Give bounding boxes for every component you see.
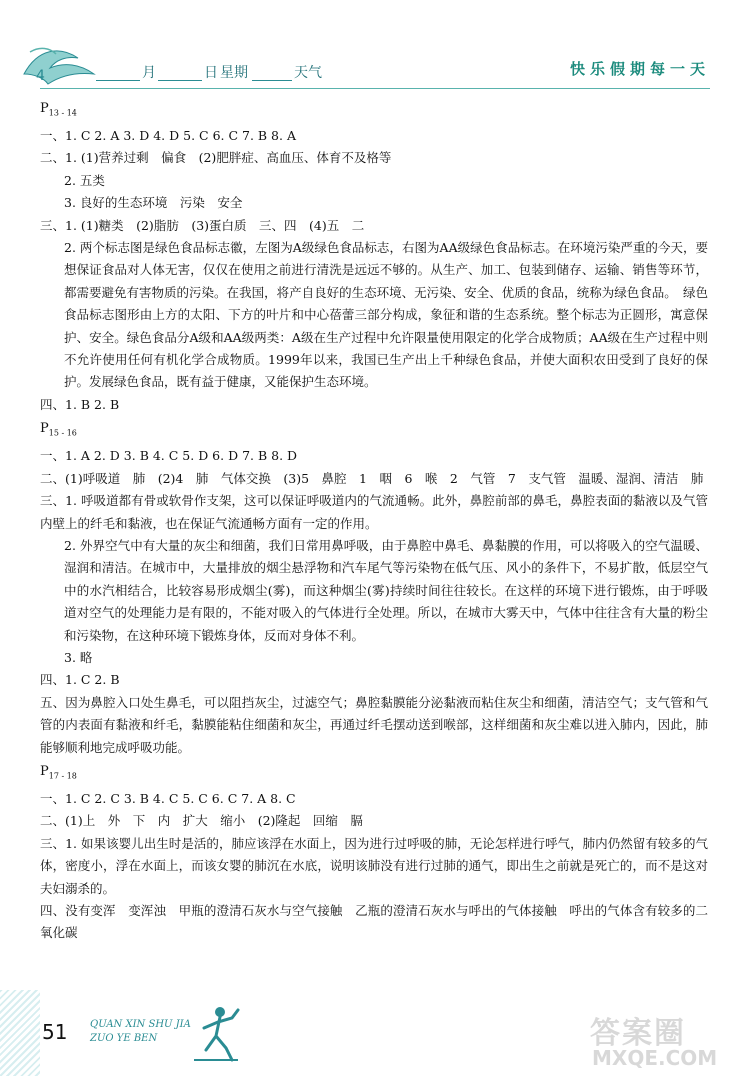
- footer-pattern: [0, 990, 40, 1076]
- answer-paragraph: 四、没有变浑 变浑浊 甲瓶的澄清石灰水与空气接触 乙瓶的澄清石灰水与呼出的气体接触 呼出的气体含有较多的二氧化碳: [40, 903, 708, 941]
- answer-paragraph: 2. 外界空气中有大量的灰尘和细菌，我们日常用鼻呼吸，由于鼻腔中鼻毛、鼻黏膜的作用，可以将吸入的空气温暖、湿润和清洁。在城市中，大量排放的烟尘悬浮物和汽车尾气等污染物在低气压、风小的条件下，不易扩散，低层空气中的水汽相结合，比较容易形成烟尘(雾)，而这种烟尘(雾)持续时间往往较长。在这样的环境下进行锻炼，由于呼吸道对空气的处理能力是有限的，不能对吸入的气体进行全处理。所以，在城市大雾天中，气体中往往含有大量的粉尘和污染物，在这种环境下锻炼身体，反而对身体不利。: [64, 537, 708, 643]
- answer-paragraph: 2. 两个标志图是绿色食品标志徽，左图为A级绿色食品标志，右图为AA级绿色食品标志。在环境污染严重的今天，要想保证食品对人体无害，仅仅在使用之前进行清洗是远远不够的。从生产、加工、包装到储存、运输、销售等环节，都需要避免有害物质的污染。在我国，将产自良好的生态环境、无污染、安全、优质的食品，统称为绿色食品。 绿色食品标志图形由上方的太阳、下方的叶片和中心蓓蕾三部分构成，象征和谐的生态系统。整个标志为正圆形，寓意保护、安全。绿色食品分A级和AA级两类：A级在生产过程中允许限量使用限定的化学合成物质；AA级在生产过程中则不允许使用任何有机化学合成物质。1999年以来，我国已生产出上千种绿色食品，并使大面积农田受到了良好的保护。发展绿色食品，既有益于健康，又能保护生态环境。: [64, 240, 708, 390]
- answer-line: 二、(1)呼吸道 肺 (2)4 肺 气体交换 (3)5 鼻腔 1 咽 6 喉 2 气管 7 支气管 温暖、湿润、清洁 肺: [40, 470, 704, 486]
- bird-logo-icon: [20, 44, 98, 86]
- answer-line: 一、1. C 2. A 3. D 4. D 5. C 6. C 7. B 8. A: [40, 128, 296, 143]
- answer-line: 二、1. (1)营养过剩 偏食 (2)肥胖症、高血压、体育不及格等: [40, 150, 392, 166]
- answer-line: 四、1. C 2. B: [40, 672, 120, 688]
- answer-paragraph: 三、1. 如果该婴儿出生时是活的，肺应该浮在水面上，因为进行过呼吸的肺，无论怎样进行呼气，肺内仍然留有较多的气体，密度小，浮在水面上，而该女婴的肺沉在水底，说明该肺没有进行过肺的通气，即出生之前就是死亡的，而不是这对夫妇溺杀的。: [40, 835, 708, 896]
- watermark: 答案圈 MXQE.COM: [590, 1016, 718, 1070]
- answer-line: 三、1. (1)糖类 (2)脂肪 (3)蛋白质 三、四 (4)五 二: [40, 217, 365, 233]
- header-divider: [40, 88, 710, 89]
- answer-line: 3. 良好的生态环境 污染 安全: [64, 195, 243, 211]
- page-footer: [0, 990, 750, 1076]
- footer-brand: QUAN XIN SHU JIA ZUO YE BEN: [90, 1019, 191, 1044]
- date-fill-line: [96, 60, 336, 84]
- month-label: 月: [142, 65, 156, 81]
- page-header: [0, 0, 750, 92]
- section-heading: $P_{15 - 16}$: [40, 421, 77, 438]
- weather-label: 天气: [294, 65, 322, 81]
- weekday-label: 星期: [220, 65, 248, 81]
- section-heading: $P_{17 - 18}$: [40, 763, 77, 781]
- answer-line: 一、1. C 2. C 3. B 4. C 5. C 6. C 7. A 8. C: [40, 790, 296, 806]
- series-title: 快乐假期每一天: [569, 60, 710, 78]
- answer-content: [40, 96, 708, 945]
- answer-paragraph: 三、1. 呼吸道都有骨或软骨作支架，这可以保证呼吸道内的气流通畅。此外，鼻腔前部的鼻毛，鼻腔表面的黏液以及气管内壁上的纤毛和黏液，也在保证气流通畅方面有一定的作用。: [40, 493, 708, 531]
- running-figure-icon: [190, 1004, 242, 1064]
- answer-paragraph: 五、因为鼻腔入口处生鼻毛，可以阻挡灰尘，过滤空气；鼻腔黏膜能分泌黏液而粘住灰尘和细菌，清洁空气；支气管和气管的内表面有黏液和纤毛，黏膜能粘住细菌和灰尘，再通过纤毛摆动送到喉部，这样细菌和灰尘难以进入肺内，因此，肺能够顺利地完成呼吸功能。: [40, 694, 708, 755]
- answer-line: 3. 略: [64, 649, 93, 665]
- day-label: 日: [204, 65, 218, 81]
- answer-line: 2. 五类: [64, 172, 105, 188]
- answer-line: 二、(1)上 外 下 内 扩大 缩小 (2)隆起 回缩 膈: [40, 813, 363, 829]
- corner-number: 4: [36, 68, 45, 84]
- answer-line: 一、1. A 2. D 3. B 4. C 5. D 6. D 7. B 8. D: [40, 448, 298, 464]
- page-number: 51: [42, 1020, 68, 1044]
- answer-line: 四、1. B 2. B: [40, 396, 120, 412]
- section-heading: $P_{13 - 14}$: [40, 101, 77, 118]
